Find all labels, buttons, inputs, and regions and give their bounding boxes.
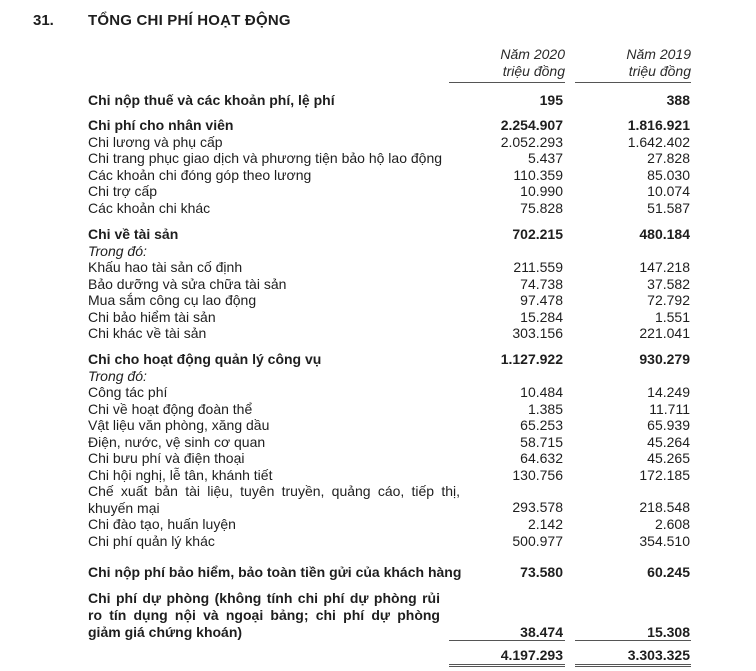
row-label: Chi hội nghị, lễ tân, khánh tiết (88, 467, 273, 483)
row-label: Công tác phí (88, 384, 168, 400)
value-2019: 930.279 (639, 351, 690, 367)
value-2020: 1.385 (527, 401, 563, 417)
row-label: Chi nộp phí bảo hiểm, bảo toàn tiền gửi của khách hàng (88, 564, 462, 580)
row-label: Vật liệu văn phòng, xăng dầu (88, 417, 270, 433)
value-2019: 45.264 (647, 434, 690, 450)
value-2020: 5.437 (527, 150, 563, 166)
row-label: Chi phí dự phòng (không tính chi phí dự phòng rủi ro tín dụng nội và ngoại bảng; chi phí dự phòng giảm giá chứng khoán) (88, 590, 440, 640)
value-2019: 15.308 (647, 624, 690, 640)
row-label: Điện, nước, vệ sinh cơ quan (88, 434, 266, 450)
value-2019: 65.939 (647, 417, 690, 433)
header-underline (449, 82, 565, 83)
value-2020: 38.474 (520, 624, 563, 640)
value-2020: 15.284 (520, 309, 563, 325)
value-2020: 1.127.922 (500, 351, 563, 367)
row-label: Chi đào tạo, huấn luyện (88, 516, 236, 532)
row-label: Chi lương và phụ cấp (88, 134, 223, 150)
value-2020: 97.478 (520, 292, 563, 308)
value-2019: 1.551 (654, 309, 690, 325)
section-title: TỔNG CHI PHÍ HOẠT ĐỘNG (88, 12, 291, 29)
row-label: Chi cho hoạt động quản lý công vụ (88, 351, 322, 367)
value-2019: 85.030 (647, 167, 690, 183)
value-2020: 58.715 (520, 434, 563, 450)
value-2020: 303.156 (512, 325, 563, 341)
value-2020: 75.828 (520, 200, 563, 216)
value-2020: 64.632 (520, 450, 563, 466)
value-2020: 65.253 (520, 417, 563, 433)
value-2020: 10.484 (520, 384, 563, 400)
section-number: 31. (33, 12, 54, 29)
row-label: Các khoản chi khác (88, 200, 211, 216)
row-label: Các khoản chi đóng góp theo lương (88, 167, 312, 183)
value-2019: 51.587 (647, 200, 690, 216)
value-2019: 10.074 (647, 183, 690, 199)
value-2020: 2.052.293 (500, 134, 563, 150)
value-2019: 147.218 (639, 259, 690, 275)
column-unit: triệu đồng (502, 63, 565, 79)
column-year: Năm 2020 (500, 46, 565, 62)
row-label: Chi về tài sản (88, 226, 179, 242)
row-label: Trong đó: (88, 243, 147, 259)
value-2020: 293.578 (512, 499, 563, 515)
value-2019: 172.185 (639, 467, 690, 483)
subtotal-underline-2019 (575, 640, 691, 641)
column-unit: triệu đồng (628, 63, 691, 79)
value-2020: 74.738 (520, 276, 563, 292)
value-2020: 702.215 (512, 226, 563, 242)
row-label: Chi phí quản lý khác (88, 533, 215, 549)
value-2019: 11.711 (649, 401, 690, 417)
row-label: Chi bảo hiểm tài sản (88, 309, 216, 325)
value-2020: 130.756 (512, 467, 563, 483)
row-label: Trong đó: (88, 368, 147, 384)
row-label: Chi khác về tài sản (88, 325, 207, 341)
value-2019: 45.265 (647, 450, 690, 466)
value-2019: 27.828 (647, 150, 690, 166)
value-2019: 37.582 (647, 276, 690, 292)
value-2019: 218.548 (639, 499, 690, 515)
value-2020: 500.977 (512, 533, 563, 549)
value-2019: 14.249 (647, 384, 690, 400)
total-2020: 4.197.293 (500, 647, 563, 663)
value-2020: 2.142 (527, 516, 563, 532)
value-2020: 10.990 (520, 183, 563, 199)
row-label: Chế xuất bản tài liệu, tuyên truyền, quảng cáo, tiếp thị, khuyến mại (88, 483, 460, 516)
value-2019: 1.642.402 (627, 134, 690, 150)
row-label: Mua sắm công cụ lao động (88, 292, 257, 308)
column-header-2019 (575, 46, 691, 80)
value-2019: 388 (666, 92, 690, 108)
value-2019: 60.245 (647, 564, 690, 580)
value-2019: 1.816.921 (627, 117, 690, 133)
row-label: Chi trang phục giao dịch và phương tiện bảo hộ lao động (88, 150, 443, 166)
row-label: Bảo dưỡng và sửa chữa tài sản (88, 276, 287, 292)
value-2019: 480.184 (639, 226, 690, 242)
value-2020: 73.580 (520, 564, 563, 580)
total-double-underline-2020 (449, 664, 565, 667)
value-2019: 221.041 (639, 325, 690, 341)
row-label: Khấu hao tài sản cố định (88, 259, 243, 275)
row-label: Chi nộp thuế và các khoản phí, lệ phí (88, 92, 335, 108)
header-underline (575, 82, 691, 83)
value-2019: 2.608 (654, 516, 690, 532)
total-double-underline-2019 (575, 664, 691, 667)
value-2019: 354.510 (639, 533, 690, 549)
row-label: Chi bưu phí và điện thoại (88, 450, 245, 466)
value-2020: 2.254.907 (500, 117, 563, 133)
subtotal-underline-2020 (449, 640, 565, 641)
column-header-2020 (449, 46, 565, 80)
value-2020: 195 (539, 92, 563, 108)
total-2019: 3.303.325 (627, 647, 690, 663)
value-2019: 72.792 (647, 292, 690, 308)
row-label: Chi trợ cấp (88, 183, 158, 199)
row-label: Chi phí cho nhân viên (88, 117, 234, 133)
value-2020: 110.359 (513, 167, 563, 183)
value-2020: 211.559 (513, 259, 563, 275)
row-label: Chi về hoạt động đoàn thể (88, 401, 253, 417)
column-year: Năm 2019 (626, 46, 691, 62)
